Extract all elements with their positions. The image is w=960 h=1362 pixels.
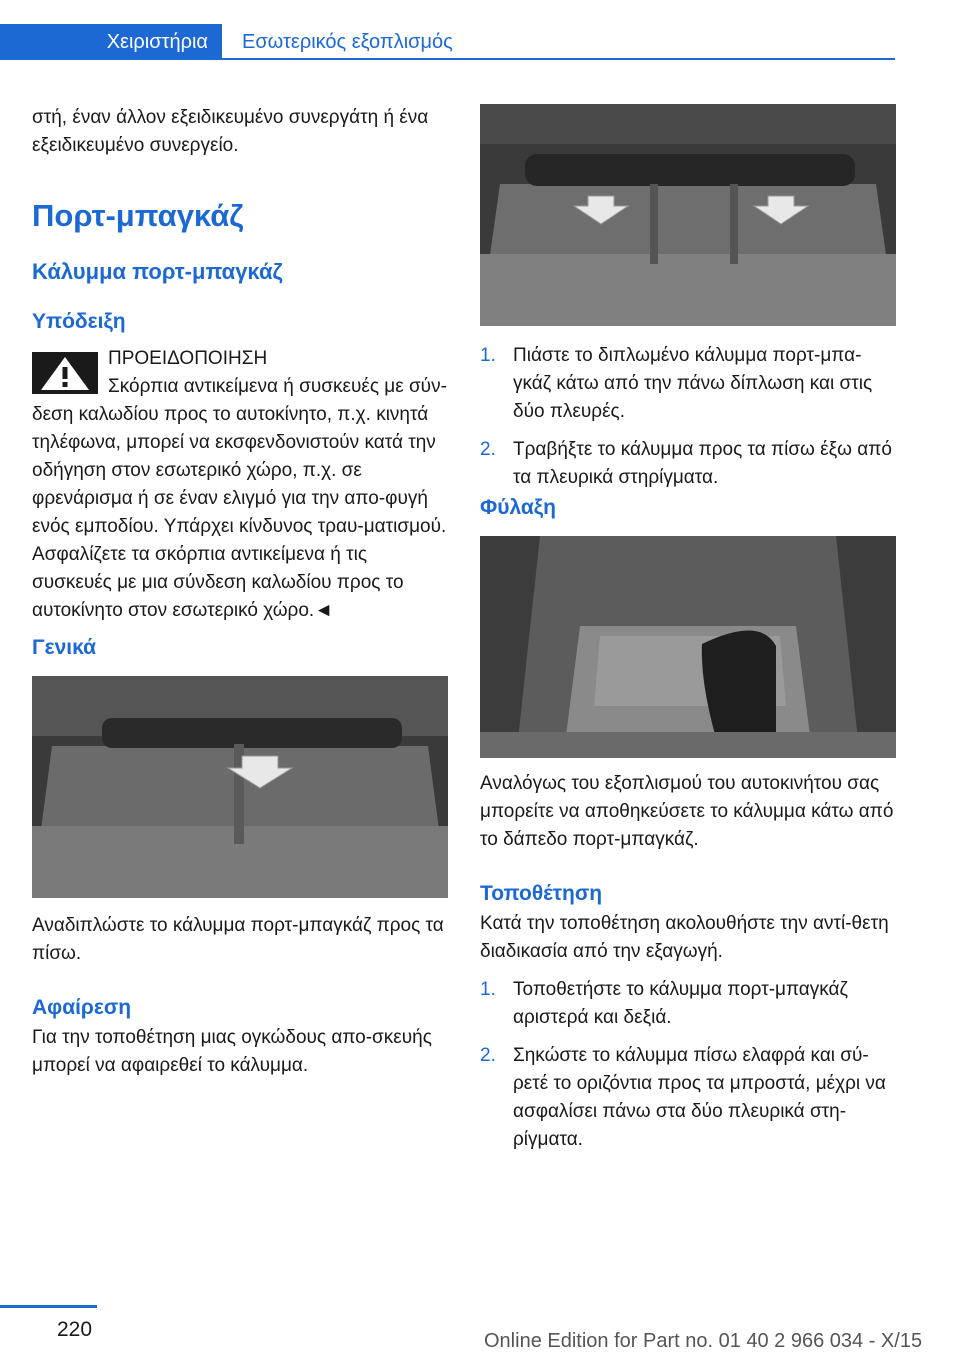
cargo-cover-fold-photo (480, 104, 896, 326)
header-divider (0, 58, 895, 60)
footer-accent-line (0, 1305, 97, 1308)
warning-title: ΠΡΟΕΙΔΟΠΟΙΗΣΗ (108, 348, 268, 369)
install-paragraph: Κατά την τοποθέτηση ακολουθήστε την αντί‐θετη διαδικασία από την εξαγωγή. (480, 913, 889, 962)
warning-first-line: Σκόρπια αντικείμενα ή συσκευές με σύν‐ (108, 376, 447, 397)
step-number: 2. (480, 439, 496, 460)
warning-text (32, 373, 448, 625)
step-number: 1. (480, 345, 496, 366)
edition-text: Online Edition for Part no. 01 40 2 966 034 - X/15 (484, 1330, 923, 1352)
step-text: Πιάστε το διπλωμένο κάλυμμα πορτ-μπα‐γκάζ κάτω από την πάνω δίπλωση και στις δύο πλευρές. (513, 345, 873, 422)
removal-steps (480, 342, 896, 502)
warning-body: δεση καλωδίου προς το αυτοκίνητο, π.χ. κινητά τηλέφωνα, μπορεί να εκσφενδονιστούν κατά την οδήγηση στον εσωτερικό χώρο, π.χ. σε φρενάρισμα ή σε έναν ελιγμό για την απο‐φυγή ενός εμποδίου. Υπάρχει κίνδυνος τραυ‐ματισμού. Ασφαλίζετε τα σκόρπια αντικείμενα ή τις συσκευές με μια σύνδεση καλωδίου προς το αυτοκίνητο στον εσωτερικό χώρο.◄ (32, 404, 447, 621)
list-item (480, 436, 896, 492)
storage-heading: Φύλαξη (480, 496, 556, 519)
step-text: Τραβήξτε το κάλυμμα προς τα πίσω έξω από τα πλευρικά στηρίγματα. (513, 439, 892, 488)
list-item (480, 1042, 896, 1154)
general-paragraph: Αναδιπλώστε το κάλυμμα πορτ-μπαγκάζ προς τα πίσω. (32, 915, 444, 964)
cargo-storage-photo (480, 536, 896, 758)
install-heading: Τοποθέτηση (480, 882, 603, 905)
intro-paragraph: στή, έναν άλλον εξειδικευμένο συνεργάτη ή ένα εξειδικευμένο συνεργείο. (32, 107, 429, 156)
removal-heading: Αφαίρεση (32, 996, 132, 1019)
list-item (480, 342, 896, 426)
general-heading: Γενικά (32, 636, 97, 659)
step-number: 2. (480, 1045, 496, 1066)
tab-controls[interactable]: Χειριστήρια (0, 24, 222, 60)
section-title: Πορτ-μπαγκάζ (32, 198, 244, 233)
note-heading: Υπόδειξη (32, 310, 126, 333)
step-text: Σηκώστε το κάλυμμα πίσω ελαφρά και σύ‐ρετέ το οριζόντια προς τα μπροστά, μέχρι να ασφαλίσει πάνω στα δύο πλευρικά στη‐ρίγματα. (513, 1045, 886, 1150)
cargo-cover-photo (32, 676, 448, 898)
step-text: Τοποθετήστε το κάλυμμα πορτ-μπαγκάζ αριστερά και δεξιά. (513, 979, 848, 1028)
tab-interior-equipment[interactable]: Εσωτερικός εξοπλισμός (242, 31, 453, 53)
page-number: 220 (57, 1318, 93, 1341)
removal-paragraph: Για την τοποθέτηση μιας ογκώδους απο‐σκευής μπορεί να αφαιρεθεί το κάλυμμα. (32, 1027, 432, 1076)
header-tabs (0, 0, 895, 60)
step-number: 1. (480, 979, 496, 1000)
subsection-title: Κάλυμμα πορτ-μπαγκάζ (32, 259, 283, 284)
list-item (480, 976, 896, 1032)
install-steps (480, 976, 896, 1164)
storage-paragraph: Αναλόγως του εξοπλισμού του αυτοκινήτου σας μπορείτε να αποθηκεύσετε το κάλυμμα κάτω από το δάπεδο πορτ-μπαγκάζ. (480, 773, 894, 850)
